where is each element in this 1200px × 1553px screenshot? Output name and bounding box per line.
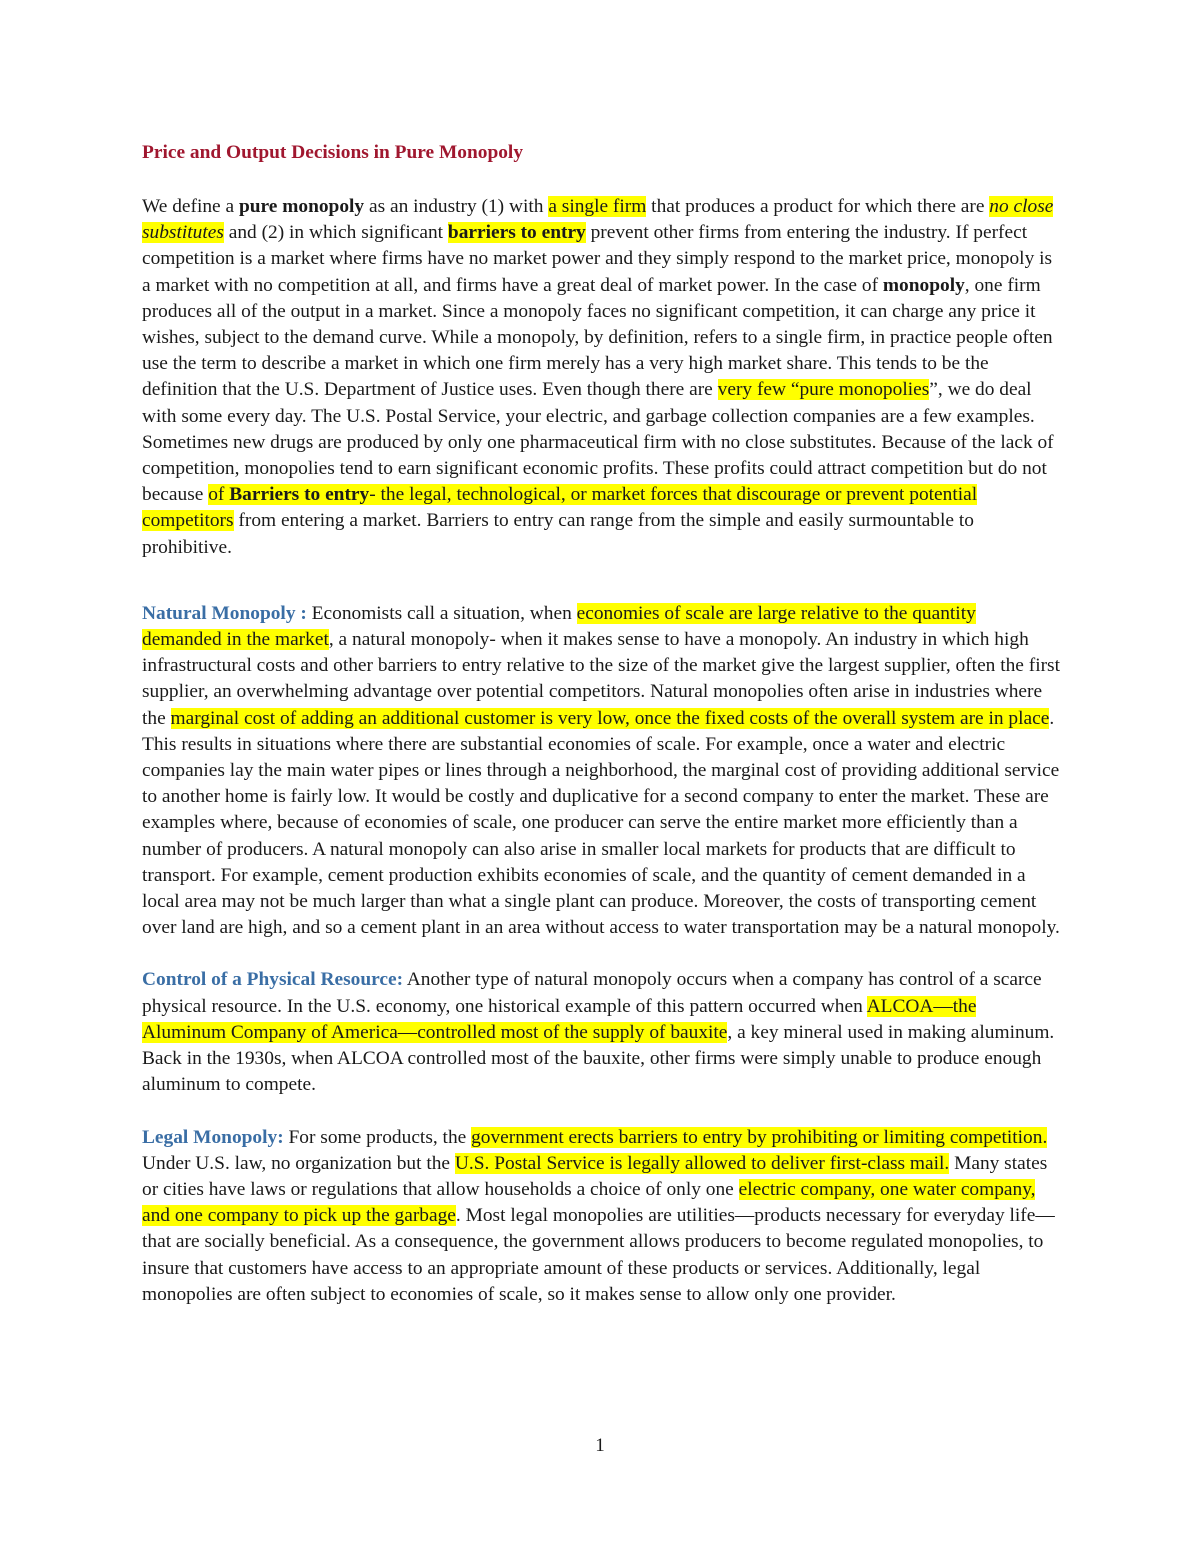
- text-run: from entering a market. Barriers to entry can range from the simple and easily surmountable to prohibitive.: [142, 510, 974, 558]
- highlight-no-close-substitutes: no close substitutes: [142, 196, 1054, 244]
- highlight-alcoa: ALCOA—the Aluminum Company of America—controlled most of the supply of bauxite: [142, 995, 977, 1043]
- legal-monopoly-heading: Legal Monopoly:: [142, 1126, 284, 1148]
- text-run: Under U.S. law, no organization but the: [142, 1152, 455, 1174]
- text-run: , a key mineral used in making aluminum. Back in the 1930s, when ALCOA controlled most of the bauxite, other firms were simply unable to produce enough aluminum to compete.: [142, 1021, 1055, 1096]
- text-run: as an industry (1) with: [364, 196, 549, 217]
- text-run: We define a: [142, 196, 239, 217]
- document-body: [142, 140, 1060, 1334]
- highlight-barriers-definition: - the legal, technological, or market forces that discourage or prevent potential competitors: [142, 484, 978, 532]
- text-run: , one firm produces all of the output in a market. Since a monopoly faces no significant competition, it can charge any price it wishes, subject to the demand curve. While a monopoly, by definition, refers to a single firm, in practice people often use the term to describe a market in which one firm merely has a very high market share. This tends to be the definition that the U.S. Department of Justice uses. Even though there are: [142, 274, 1053, 401]
- document-title: Price and Output Decisions in Pure Monopoly: [142, 142, 524, 163]
- highlight-utilities: electric company, one water company, and one company to pick up the garbage: [142, 1178, 1036, 1227]
- highlight-economies-of-scale: economies of scale are large relative to the quantity demanded in the market: [142, 602, 976, 651]
- text-run: Many states or cities have laws or regulations that allow households a choice of only one: [142, 1152, 1048, 1200]
- highlight-very-few-pure-monopolies: very few “pure monopolies: [717, 379, 930, 401]
- natural-monopoly-heading: Natural Monopoly :: [142, 602, 307, 624]
- text-run: . This results in situations where there are substantial economies of scale. For example, once a water and electric companies lay the main water pipes or lines through a neighborhood, the marginal cost of providing additional service to another home is fairly low. It would be costly and duplicative for a second company to enter the market. These are examples where, because of economies of scale, one producer can serve the entire market more efficiently than a number of producers. A natural monopoly can also arise in smaller local markets for products that are difficult to transport. For example, cement production exhibits economies of scale, and the quantity of cement demanded in a local area may not be much larger than what a single plant can produce. Moreover, the costs of transporting cement over land are high, and so a cement plant in an area without access to water transportation may be a natural monopoly.: [142, 707, 1060, 939]
- highlight-government-barriers: government erects barriers to entry by prohibiting or limiting competition.: [471, 1126, 1048, 1148]
- text-run: , a natural monopoly- when it makes sense to have a monopoly. An industry in which high infrastructural costs and other barriers to entry relative to the size of the market give the largest supplier, often the first supplier, an overwhelming advantage over potential competitors. Natural monopolies often arise in industries where the: [142, 629, 1060, 729]
- highlight-single-firm: a single firm: [548, 196, 647, 217]
- highlight-of: of: [208, 484, 230, 506]
- physical-resource-heading: Control of a Physical Resource:: [142, 969, 404, 991]
- highlight-barriers-to-entry-bold: Barriers to entry: [229, 484, 370, 506]
- intro-paragraph: [142, 194, 1060, 561]
- highlight-marginal-cost: marginal cost of adding an additional customer is very low, once the fixed costs of the overall system are in place: [170, 707, 1050, 729]
- text-run: For some products, the: [283, 1126, 472, 1148]
- text-run: that produces a product for which there are: [646, 196, 990, 217]
- text-run: Economists call a situation, when: [306, 602, 577, 624]
- highlight-postal-service: U.S. Postal Service is legally allowed to deliver first-class mail.: [454, 1152, 950, 1174]
- text-run: . Most legal monopolies are utilities—products necessary for everyday life—that are socially beneficial. As a consequence, the government allows producers to become regulated monopolies, to insure that customers have access to an appropriate amount of these products or services. Additionally, legal monopolies are often subject to economies of scale, so it makes sense to allow only one provider.: [142, 1205, 1055, 1305]
- text-run: ”, we do deal with some every day. The U.S. Postal Service, your electric, and garbage collection companies are a few examples. Sometimes new drugs are produced by only one pharmaceutical firm with no close substitutes. Because of the lack of competition, monopolies tend to earn significant economic profits. These profits could attract competition but do not because: [142, 379, 1054, 506]
- legal-monopoly-paragraph: [142, 1125, 1060, 1308]
- highlight-barriers-to-entry: barriers to entry: [447, 222, 586, 244]
- text-run: Another type of natural monopoly occurs when a company has control of a scarce physical resource. In the U.S. economy, one historical example of this pattern occurred when: [142, 969, 1042, 1017]
- bold-term-monopoly: monopoly: [882, 274, 965, 296]
- page-number: 1: [595, 1435, 605, 1456]
- text-run: prevent other firms from entering the industry. If perfect competition is a market where firms have no market power and they simply respond to the market price, monopoly is a market with no competition at all, and firms have a great deal of market power. In the case of: [142, 222, 1053, 296]
- text-run: and (2) in which significant: [223, 222, 448, 244]
- natural-monopoly-paragraph: [142, 601, 1060, 942]
- physical-resource-paragraph: [142, 967, 1060, 1098]
- bold-term-pure-monopoly: pure monopoly: [238, 196, 365, 217]
